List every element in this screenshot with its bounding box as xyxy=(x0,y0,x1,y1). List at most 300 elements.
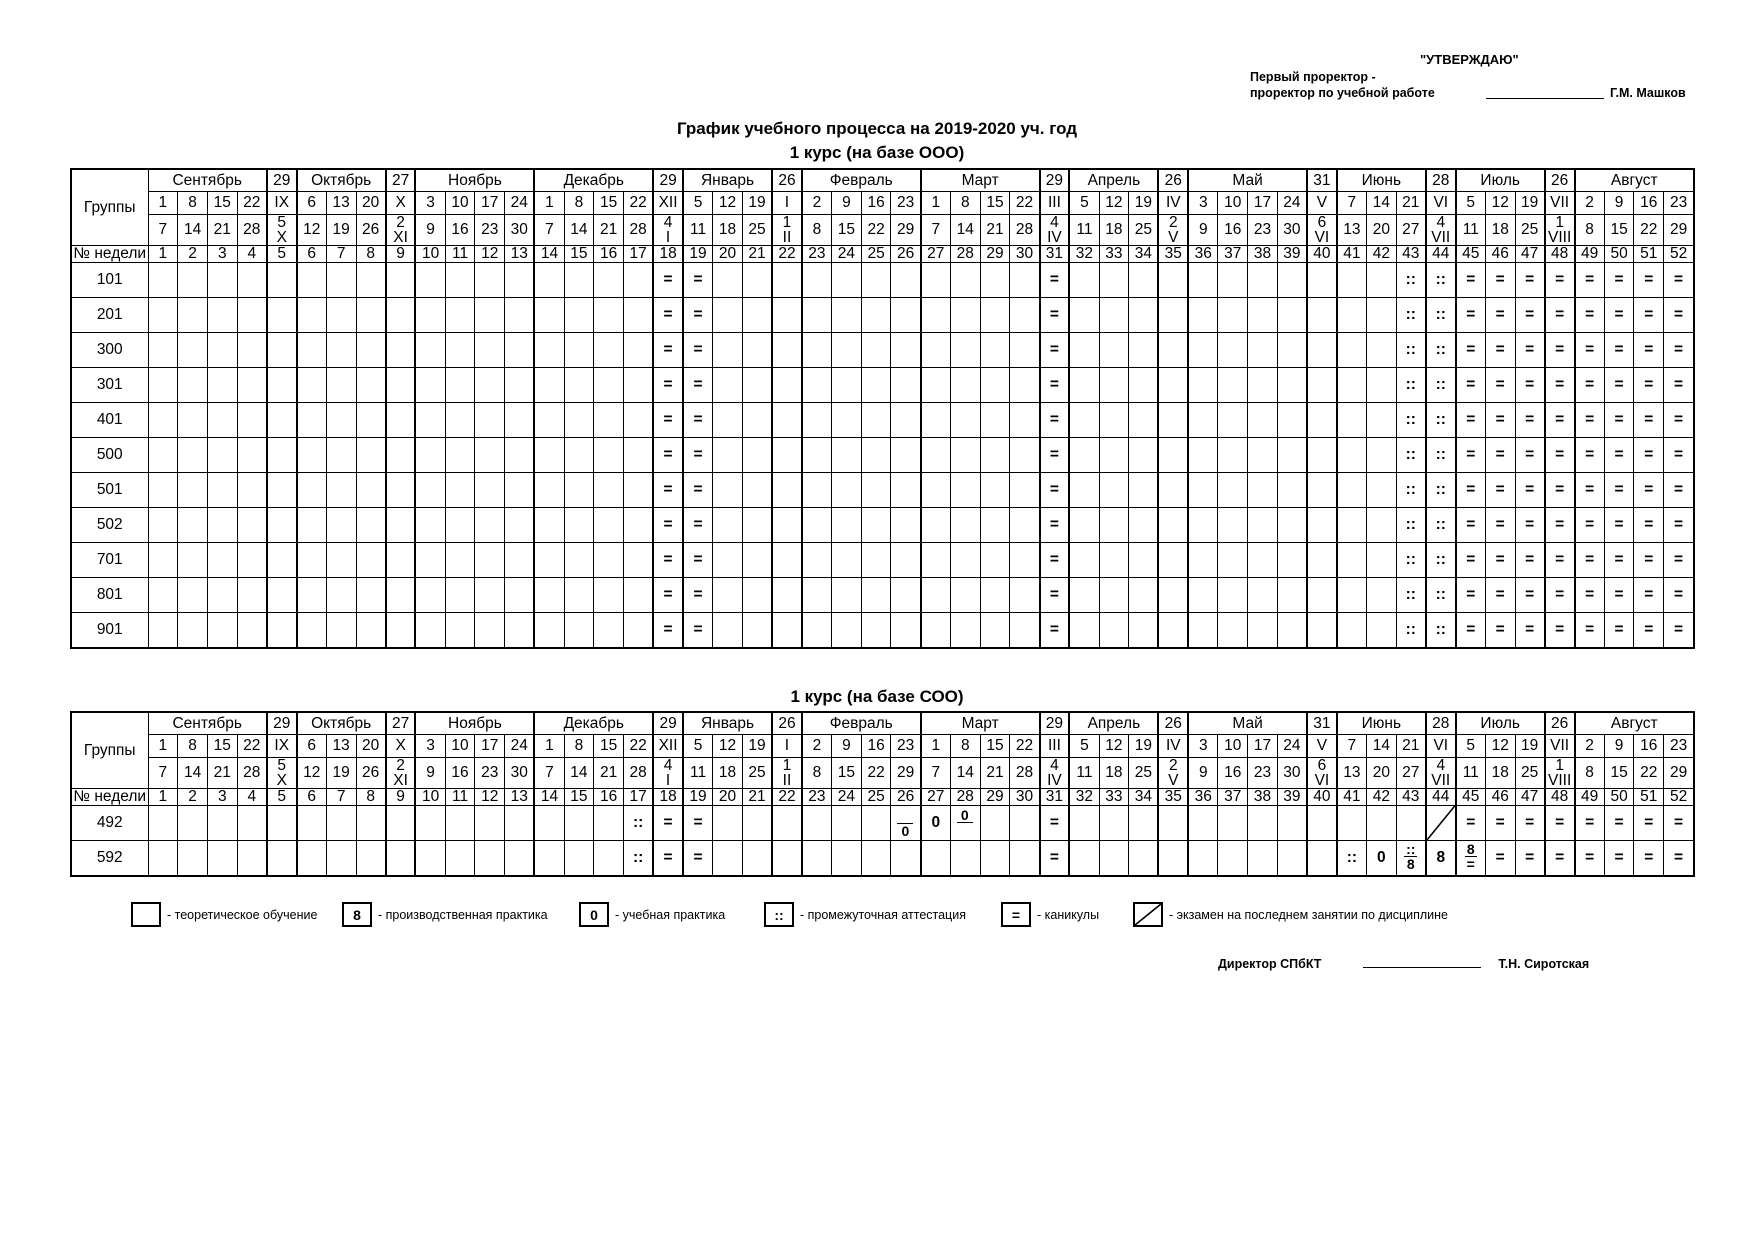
month-header: Март xyxy=(921,712,1040,735)
week-number: 48 xyxy=(1545,246,1575,263)
date-end: 21 xyxy=(207,215,237,246)
schedule-cell: = xyxy=(683,402,713,437)
week-number: 43 xyxy=(1396,789,1426,806)
schedule-cell: = xyxy=(1515,262,1545,297)
schedule-cell: :: xyxy=(1396,367,1426,402)
schedule-cell xyxy=(505,402,535,437)
schedule-cell xyxy=(445,507,475,542)
schedule-cell xyxy=(1277,507,1307,542)
date-start: 1 xyxy=(534,735,564,758)
date-end: 25 xyxy=(1129,758,1159,789)
date-end: 20 xyxy=(1366,758,1396,789)
date-start: IV xyxy=(1158,192,1188,215)
date-start: 22 xyxy=(624,735,654,758)
date-row-2 xyxy=(71,215,1694,246)
week-number: 39 xyxy=(1277,789,1307,806)
week-number: 17 xyxy=(624,246,654,263)
schedule-cell xyxy=(148,840,178,876)
schedule-cell xyxy=(1248,805,1278,840)
week-number: 37 xyxy=(1218,246,1248,263)
schedule-cell xyxy=(980,437,1010,472)
schedule-cell: = xyxy=(1575,437,1605,472)
schedule-cell xyxy=(1099,542,1129,577)
month-header: 29 xyxy=(267,712,297,735)
schedule-cell xyxy=(445,840,475,876)
month-header: 27 xyxy=(386,712,416,735)
schedule-cell: = xyxy=(1575,577,1605,612)
date-end: 30 xyxy=(1277,215,1307,246)
date-end: 25 xyxy=(1129,215,1159,246)
schedule-cell xyxy=(564,805,594,840)
schedule-cell xyxy=(326,297,356,332)
schedule-cell: = xyxy=(1456,507,1486,542)
date-start: 8 xyxy=(178,192,208,215)
schedule-cell xyxy=(1069,612,1099,648)
legend-symbol: 0 xyxy=(579,902,609,927)
date-start: IX xyxy=(267,735,297,758)
schedule-cell xyxy=(1337,332,1367,367)
schedule-cell xyxy=(445,805,475,840)
date-end: 18 xyxy=(1485,758,1515,789)
month-header: Сентябрь xyxy=(148,712,267,735)
date-start: 12 xyxy=(1485,192,1515,215)
schedule-cell xyxy=(267,840,297,876)
schedule-cell: :: xyxy=(1426,367,1456,402)
schedule-cell: = xyxy=(1515,332,1545,367)
schedule-cell: = xyxy=(1456,472,1486,507)
schedule-cell xyxy=(237,402,267,437)
date-start: 17 xyxy=(475,735,505,758)
schedule-cell xyxy=(713,367,743,402)
date-end: 1 VIII xyxy=(1545,758,1575,789)
date-start: 19 xyxy=(742,735,772,758)
schedule-cell xyxy=(505,472,535,507)
date-end: 23 xyxy=(1248,758,1278,789)
legend-symbol: :: xyxy=(764,902,794,927)
schedule-cell xyxy=(742,507,772,542)
schedule-cell xyxy=(178,262,208,297)
schedule-cell xyxy=(980,805,1010,840)
legend-symbol: 8 xyxy=(342,902,372,927)
schedule-cell: :: xyxy=(1396,262,1426,297)
schedule-cell xyxy=(1010,840,1040,876)
week-number: 17 xyxy=(624,789,654,806)
week-number-row xyxy=(71,789,1694,806)
week-number: 3 xyxy=(207,246,237,263)
date-end: 5 X xyxy=(267,215,297,246)
schedule-cell xyxy=(297,472,327,507)
schedule-cell xyxy=(237,262,267,297)
week-number: 34 xyxy=(1129,246,1159,263)
date-start: 16 xyxy=(1634,192,1664,215)
schedule-cell: = xyxy=(653,577,683,612)
schedule-cell xyxy=(267,297,297,332)
schedule-cell xyxy=(1158,472,1188,507)
schedule-cell xyxy=(415,840,445,876)
date-start: 1 xyxy=(148,192,178,215)
date-end: 9 xyxy=(415,215,445,246)
date-end: 2 XI xyxy=(386,758,416,789)
schedule-cell: = xyxy=(1545,542,1575,577)
schedule-cell xyxy=(1248,437,1278,472)
date-end: 4 IV xyxy=(1040,758,1070,789)
footer-name: Т.Н. Сиротская xyxy=(1498,957,1590,971)
schedule-cell xyxy=(1129,840,1159,876)
schedule-cell xyxy=(148,402,178,437)
date-start: 24 xyxy=(1277,735,1307,758)
schedule-cell: = xyxy=(1634,332,1664,367)
schedule-cell xyxy=(802,805,832,840)
date-start: 12 xyxy=(1099,192,1129,215)
schedule-cell xyxy=(237,577,267,612)
table-row xyxy=(71,542,1694,577)
date-end: 26 xyxy=(356,215,386,246)
schedule-cell: = xyxy=(1575,367,1605,402)
date-end: 5 X xyxy=(267,758,297,789)
schedule-cell xyxy=(1277,332,1307,367)
schedule-cell xyxy=(1188,402,1218,437)
schedule-cell xyxy=(1277,367,1307,402)
schedule-cell xyxy=(445,297,475,332)
schedule-cell xyxy=(237,367,267,402)
schedule-cell xyxy=(1307,297,1337,332)
section2-title: 1 курс (на базе СОО) xyxy=(790,687,964,706)
date-end: 8 xyxy=(1575,215,1605,246)
schedule-cell: = xyxy=(1040,332,1070,367)
date-end: 22 xyxy=(1634,215,1664,246)
date-start: 9 xyxy=(832,192,862,215)
schedule-cell: = xyxy=(653,840,683,876)
month-header: 29 xyxy=(1040,712,1070,735)
schedule-cell xyxy=(921,367,951,402)
schedule-cell: = xyxy=(1664,542,1694,577)
schedule-cell xyxy=(891,437,921,472)
date-end: 1 VIII xyxy=(1545,215,1575,246)
week-number-row xyxy=(71,246,1694,263)
schedule-cell xyxy=(1248,542,1278,577)
schedule-cell: :: xyxy=(1396,297,1426,332)
schedule-cell xyxy=(1337,577,1367,612)
schedule-table-1 xyxy=(70,168,1695,649)
week-number: 9 xyxy=(386,789,416,806)
week-number: 23 xyxy=(802,246,832,263)
week-number: 3 xyxy=(207,789,237,806)
schedule-cell xyxy=(1010,367,1040,402)
schedule-cell xyxy=(148,542,178,577)
schedule-cell xyxy=(950,507,980,542)
date-start: X xyxy=(386,735,416,758)
schedule-cell xyxy=(1010,542,1040,577)
schedule-cell xyxy=(475,542,505,577)
schedule-cell xyxy=(1248,332,1278,367)
schedule-cell xyxy=(772,297,802,332)
month-header: 26 xyxy=(1545,169,1575,192)
date-end: 26 xyxy=(356,758,386,789)
schedule-cell xyxy=(178,472,208,507)
date-start: XII xyxy=(653,735,683,758)
schedule-cell xyxy=(148,367,178,402)
schedule-cell xyxy=(1337,542,1367,577)
month-header: 28 xyxy=(1426,712,1456,735)
schedule-cell xyxy=(1218,542,1248,577)
legend-item xyxy=(131,902,317,927)
schedule-cell: = xyxy=(1485,542,1515,577)
schedule-cell xyxy=(148,577,178,612)
week-number: 26 xyxy=(891,789,921,806)
date-start: 22 xyxy=(624,192,654,215)
schedule-cell: = xyxy=(1604,542,1634,577)
schedule-cell: = xyxy=(683,577,713,612)
date-end: 4 I xyxy=(653,215,683,246)
schedule-cell xyxy=(297,577,327,612)
schedule-cell xyxy=(1248,472,1278,507)
schedule-cell: 0 xyxy=(950,805,980,840)
week-number: 35 xyxy=(1158,246,1188,263)
week-number: 46 xyxy=(1485,789,1515,806)
date-end: 2 V xyxy=(1158,758,1188,789)
date-end: 16 xyxy=(445,215,475,246)
schedule-cell xyxy=(594,437,624,472)
schedule-cell xyxy=(415,507,445,542)
week-number: 14 xyxy=(534,246,564,263)
schedule-cell xyxy=(1337,507,1367,542)
week-number: 7 xyxy=(326,789,356,806)
date-start: 24 xyxy=(505,192,535,215)
schedule-cell: = xyxy=(1664,437,1694,472)
schedule-cell: = xyxy=(1545,437,1575,472)
week-number: 4 xyxy=(237,246,267,263)
groups-header: Группы xyxy=(71,169,148,246)
schedule-cell: = xyxy=(1664,840,1694,876)
schedule-cell xyxy=(891,332,921,367)
schedule-cell xyxy=(1099,472,1129,507)
schedule-cell xyxy=(624,577,654,612)
date-start: 16 xyxy=(861,192,891,215)
date-start: 21 xyxy=(1396,192,1426,215)
week-number: 26 xyxy=(891,246,921,263)
schedule-cell xyxy=(1188,542,1218,577)
schedule-cell xyxy=(267,542,297,577)
schedule-cell xyxy=(445,472,475,507)
schedule-cell xyxy=(594,507,624,542)
schedule-cell xyxy=(415,542,445,577)
schedule-cell: = xyxy=(683,437,713,472)
schedule-cell: = xyxy=(653,542,683,577)
schedule-cell xyxy=(415,332,445,367)
schedule-cell: = xyxy=(1485,577,1515,612)
section1-title: 1 курс (на базе ООО) xyxy=(789,143,965,162)
schedule-cell xyxy=(564,577,594,612)
schedule-cell: = xyxy=(1664,332,1694,367)
schedule-cell: = xyxy=(1634,297,1664,332)
date-start: 12 xyxy=(1099,735,1129,758)
legend-text: - производственная практика xyxy=(378,907,548,922)
schedule-cell: = xyxy=(1634,262,1664,297)
week-number: 19 xyxy=(683,246,713,263)
schedule-cell xyxy=(802,367,832,402)
schedule-cell xyxy=(891,612,921,648)
date-end: 7 xyxy=(148,215,178,246)
date-start: 24 xyxy=(505,735,535,758)
schedule-cell xyxy=(1129,332,1159,367)
schedule-cell xyxy=(505,297,535,332)
schedule-cell xyxy=(832,612,862,648)
group-name: 492 xyxy=(71,805,148,840)
group-name: 301 xyxy=(71,367,148,402)
schedule-cell xyxy=(386,367,416,402)
schedule-cell: = xyxy=(1604,437,1634,472)
schedule-cell xyxy=(178,332,208,367)
schedule-cell xyxy=(1069,542,1099,577)
date-start: III xyxy=(1040,192,1070,215)
schedule-cell xyxy=(148,437,178,472)
schedule-cell xyxy=(742,805,772,840)
schedule-cell xyxy=(980,262,1010,297)
schedule-cell: = xyxy=(1040,262,1070,297)
schedule-cell: = xyxy=(1634,507,1664,542)
schedule-cell xyxy=(1337,612,1367,648)
groups-header: Группы xyxy=(71,712,148,789)
schedule-cell xyxy=(1307,402,1337,437)
date-row-1 xyxy=(71,735,1694,758)
week-number: 25 xyxy=(861,789,891,806)
schedule-cell xyxy=(237,332,267,367)
week-number: 12 xyxy=(475,789,505,806)
schedule-cell xyxy=(1188,577,1218,612)
date-start: 8 xyxy=(178,735,208,758)
schedule-cell xyxy=(980,577,1010,612)
date-start: 16 xyxy=(861,735,891,758)
schedule-cell xyxy=(742,297,772,332)
schedule-cell: = xyxy=(1040,367,1070,402)
schedule-cell xyxy=(1307,367,1337,402)
table-row xyxy=(71,840,1694,876)
schedule-cell xyxy=(624,297,654,332)
week-number: 20 xyxy=(713,789,743,806)
week-number: 45 xyxy=(1456,789,1486,806)
schedule-cell xyxy=(891,840,921,876)
table-row xyxy=(71,262,1694,297)
schedule-cell xyxy=(772,262,802,297)
schedule-cell: = xyxy=(1604,472,1634,507)
date-start: 5 xyxy=(1069,192,1099,215)
date-end: 14 xyxy=(564,215,594,246)
week-number: 43 xyxy=(1396,246,1426,263)
schedule-cell xyxy=(1366,332,1396,367)
schedule-cell: = xyxy=(1604,332,1634,367)
week-number: 27 xyxy=(921,246,951,263)
week-number: 10 xyxy=(415,789,445,806)
schedule-cell xyxy=(624,612,654,648)
schedule-cell: 8 xyxy=(1426,840,1456,876)
schedule-cell: = xyxy=(1040,542,1070,577)
schedule-cell xyxy=(1188,840,1218,876)
table-row xyxy=(71,437,1694,472)
schedule-cell xyxy=(1188,297,1218,332)
legend-text: - учебная практика xyxy=(615,907,726,922)
schedule-cell: = xyxy=(1040,297,1070,332)
date-start: 10 xyxy=(445,735,475,758)
schedule-cell xyxy=(594,805,624,840)
schedule-cell xyxy=(1366,437,1396,472)
schedule-cell xyxy=(802,297,832,332)
schedule-cell: = xyxy=(1604,577,1634,612)
schedule-cell xyxy=(624,367,654,402)
schedule-cell xyxy=(950,840,980,876)
schedule-cell xyxy=(950,262,980,297)
schedule-cell xyxy=(950,402,980,437)
schedule-cell xyxy=(1307,805,1337,840)
date-start: 22 xyxy=(237,735,267,758)
schedule-cell: = xyxy=(683,840,713,876)
week-number: 29 xyxy=(980,789,1010,806)
schedule-cell: = xyxy=(1456,612,1486,648)
schedule-cell xyxy=(742,402,772,437)
schedule-cell: = xyxy=(683,332,713,367)
approval-title: "УТВЕРЖДАЮ" xyxy=(1420,52,1519,67)
date-end: 23 xyxy=(475,758,505,789)
schedule-cell xyxy=(594,840,624,876)
week-number: 5 xyxy=(267,789,297,806)
date-end: 27 xyxy=(1396,758,1426,789)
schedule-cell: = xyxy=(1575,612,1605,648)
date-end: 15 xyxy=(832,758,862,789)
schedule-cell xyxy=(624,437,654,472)
schedule-cell xyxy=(415,437,445,472)
date-start: III xyxy=(1040,735,1070,758)
schedule-cell xyxy=(1188,262,1218,297)
week-number: 27 xyxy=(921,789,951,806)
schedule-cell xyxy=(148,262,178,297)
legend-item xyxy=(1001,902,1099,927)
schedule-cell xyxy=(1069,262,1099,297)
schedule-cell: = xyxy=(1456,262,1486,297)
schedule-cell xyxy=(475,367,505,402)
schedule-cell xyxy=(1010,612,1040,648)
schedule-cell: = xyxy=(1485,612,1515,648)
week-number: 21 xyxy=(742,789,772,806)
date-start: 3 xyxy=(415,735,445,758)
schedule-cell xyxy=(1158,612,1188,648)
schedule-cell: = xyxy=(1515,367,1545,402)
schedule-cell xyxy=(356,402,386,437)
schedule-cell xyxy=(1010,805,1040,840)
date-start: 10 xyxy=(1218,192,1248,215)
exam-slash-icon xyxy=(1133,902,1163,927)
schedule-cell xyxy=(207,612,237,648)
schedule-cell xyxy=(1307,472,1337,507)
schedule-cell: = xyxy=(1040,805,1070,840)
schedule-cell xyxy=(475,297,505,332)
schedule-cell xyxy=(713,577,743,612)
schedule-cell: = xyxy=(1545,507,1575,542)
table-row xyxy=(71,472,1694,507)
week-number: 24 xyxy=(832,789,862,806)
schedule-cell xyxy=(415,612,445,648)
schedule-cell xyxy=(742,262,772,297)
schedule-cell xyxy=(1158,402,1188,437)
schedule-cell xyxy=(1307,437,1337,472)
group-name: 201 xyxy=(71,297,148,332)
schedule-cell xyxy=(802,542,832,577)
schedule-cell xyxy=(1188,805,1218,840)
schedule-cell xyxy=(1337,367,1367,402)
schedule-cell: = xyxy=(1634,367,1664,402)
date-start: VI xyxy=(1426,192,1456,215)
schedule-cell xyxy=(445,612,475,648)
schedule-cell xyxy=(297,297,327,332)
schedule-cell xyxy=(564,542,594,577)
